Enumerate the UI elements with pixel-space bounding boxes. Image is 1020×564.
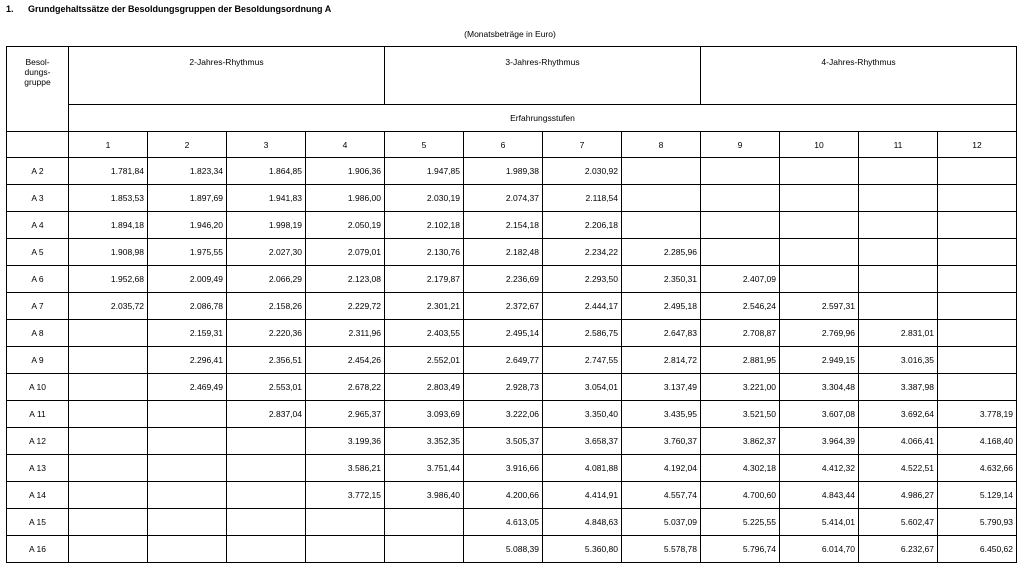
- salary-cell: 2.454,26: [306, 347, 385, 374]
- salary-cell: 3.222,06: [464, 401, 543, 428]
- salary-cell: 2.102,18: [385, 212, 464, 239]
- salary-cell: [69, 482, 148, 509]
- salary-cell: 1.781,84: [69, 158, 148, 185]
- salary-cell: 4.168,40: [938, 428, 1017, 455]
- salary-cell: [148, 482, 227, 509]
- salary-cell: 2.965,37: [306, 401, 385, 428]
- step-header-9: 9: [701, 132, 780, 158]
- experience-levels-header: Erfahrungsstufen: [69, 105, 1017, 132]
- salary-cell: [859, 293, 938, 320]
- group-header-line: Besol-: [25, 57, 50, 67]
- salary-cell: 4.986,27: [859, 482, 938, 509]
- rhythm-header-4-years: 4-Jahres-Rhythmus: [701, 47, 1017, 105]
- salary-cell: 1.894,18: [69, 212, 148, 239]
- salary-cell: 5.578,78: [622, 536, 701, 563]
- salary-cell: [780, 239, 859, 266]
- salary-cell: [69, 320, 148, 347]
- salary-cell: 2.236,69: [464, 266, 543, 293]
- salary-cell: 2.407,09: [701, 266, 780, 293]
- salary-cell: 4.412,32: [780, 455, 859, 482]
- pay-group-cell: A 10: [7, 374, 69, 401]
- salary-cell: 3.304,48: [780, 374, 859, 401]
- step-header-7: 7: [543, 132, 622, 158]
- table-row: [7, 185, 1017, 212]
- salary-cell: [938, 239, 1017, 266]
- salary-cell: 5.602,47: [859, 509, 938, 536]
- table-row: [7, 536, 1017, 563]
- pay-group-cell: A 4: [7, 212, 69, 239]
- salary-cell: 2.881,95: [701, 347, 780, 374]
- step-header-2: 2: [148, 132, 227, 158]
- salary-cell: 4.200,66: [464, 482, 543, 509]
- salary-cell: [227, 455, 306, 482]
- salary-cell: 4.557,74: [622, 482, 701, 509]
- salary-cell: 5.790,93: [938, 509, 1017, 536]
- rhythm-header-3-years: 3-Jahres-Rhythmus: [385, 47, 701, 105]
- salary-cell: 2.597,31: [780, 293, 859, 320]
- pay-group-cell: A 2: [7, 158, 69, 185]
- table-row: [7, 482, 1017, 509]
- salary-cell: 3.862,37: [701, 428, 780, 455]
- salary-cell: 2.708,87: [701, 320, 780, 347]
- pay-group-cell: A 7: [7, 293, 69, 320]
- salary-cell: 2.403,55: [385, 320, 464, 347]
- salary-cell: 2.803,49: [385, 374, 464, 401]
- salary-cell: [385, 536, 464, 563]
- section-number: 1.: [6, 4, 14, 14]
- salary-cell: 6.450,62: [938, 536, 1017, 563]
- salary-cell: 1.947,85: [385, 158, 464, 185]
- salary-cell: 2.030,92: [543, 158, 622, 185]
- salary-cell: 2.159,31: [148, 320, 227, 347]
- salary-cell: 2.553,01: [227, 374, 306, 401]
- salary-cell: [622, 158, 701, 185]
- salary-cell: [938, 212, 1017, 239]
- salary-cell: 3.387,98: [859, 374, 938, 401]
- salary-cell: 2.647,83: [622, 320, 701, 347]
- salary-cell: [859, 212, 938, 239]
- pay-group-cell: A 6: [7, 266, 69, 293]
- step-header-1: 1: [69, 132, 148, 158]
- rhythm-header-row: [7, 47, 1017, 105]
- experience-header-row: [7, 105, 1017, 132]
- salary-cell: 5.225,55: [701, 509, 780, 536]
- salary-cell: 2.586,75: [543, 320, 622, 347]
- salary-cell: 2.206,18: [543, 212, 622, 239]
- salary-cell: 3.350,40: [543, 401, 622, 428]
- salary-cell: [938, 185, 1017, 212]
- salary-cell: 2.229,72: [306, 293, 385, 320]
- salary-cell: 5.129,14: [938, 482, 1017, 509]
- salary-cell: 3.435,95: [622, 401, 701, 428]
- step-header-11: 11: [859, 132, 938, 158]
- salary-cell: 3.054,01: [543, 374, 622, 401]
- salary-cell: 4.414,91: [543, 482, 622, 509]
- salary-cell: 2.301,21: [385, 293, 464, 320]
- salary-cell: 5.360,80: [543, 536, 622, 563]
- step-header-empty: [7, 132, 69, 158]
- salary-cell: 3.916,66: [464, 455, 543, 482]
- pay-group-cell: A 14: [7, 482, 69, 509]
- pay-group-cell: A 15: [7, 509, 69, 536]
- salary-cell: 2.158,26: [227, 293, 306, 320]
- step-header-6: 6: [464, 132, 543, 158]
- salary-cell: [227, 509, 306, 536]
- salary-cell: 6.014,70: [780, 536, 859, 563]
- step-header-5: 5: [385, 132, 464, 158]
- table-row: [7, 455, 1017, 482]
- salary-cell: 2.179,87: [385, 266, 464, 293]
- salary-cell: [306, 509, 385, 536]
- salary-cell: 2.027,30: [227, 239, 306, 266]
- salary-cell: 1.906,36: [306, 158, 385, 185]
- group-header-line: dungs-: [24, 67, 51, 77]
- step-header-8: 8: [622, 132, 701, 158]
- salary-cell: 4.613,05: [464, 509, 543, 536]
- salary-cell: [622, 212, 701, 239]
- salary-cell: 2.220,36: [227, 320, 306, 347]
- salary-cell: 5.088,39: [464, 536, 543, 563]
- salary-cell: [859, 239, 938, 266]
- salary-cell: 5.414,01: [780, 509, 859, 536]
- salary-cell: 2.350,31: [622, 266, 701, 293]
- salary-cell: 2.831,01: [859, 320, 938, 347]
- salary-cell: 3.137,49: [622, 374, 701, 401]
- salary-cell: 3.093,69: [385, 401, 464, 428]
- salary-cell: 2.649,77: [464, 347, 543, 374]
- salary-cell: [148, 536, 227, 563]
- pay-group-cell: A 8: [7, 320, 69, 347]
- salary-cell: 2.074,37: [464, 185, 543, 212]
- salary-cell: 2.552,01: [385, 347, 464, 374]
- salary-cell: [148, 428, 227, 455]
- salary-cell: 2.469,49: [148, 374, 227, 401]
- salary-cell: [69, 509, 148, 536]
- salary-cell: 1.989,38: [464, 158, 543, 185]
- step-header-3: 3: [227, 132, 306, 158]
- step-header-12: 12: [938, 132, 1017, 158]
- pay-group-cell: A 13: [7, 455, 69, 482]
- salary-cell: 3.751,44: [385, 455, 464, 482]
- salary-cell: [385, 509, 464, 536]
- salary-cell: [227, 428, 306, 455]
- salary-cell: [859, 185, 938, 212]
- salary-cell: 2.495,18: [622, 293, 701, 320]
- salary-cell: 2.050,19: [306, 212, 385, 239]
- table-row: [7, 347, 1017, 374]
- salary-cell: 4.302,18: [701, 455, 780, 482]
- salary-cell: 1.897,69: [148, 185, 227, 212]
- salary-cell: 2.066,29: [227, 266, 306, 293]
- salary-cell: 4.081,88: [543, 455, 622, 482]
- salary-cell: [701, 185, 780, 212]
- salary-cell: [780, 185, 859, 212]
- salary-cell: [701, 239, 780, 266]
- table-row: [7, 401, 1017, 428]
- section-heading: [6, 4, 331, 14]
- table-row: [7, 509, 1017, 536]
- salary-cell: [148, 509, 227, 536]
- salary-cell: [227, 536, 306, 563]
- salary-cell: 3.352,35: [385, 428, 464, 455]
- salary-cell: 2.035,72: [69, 293, 148, 320]
- salary-cell: 4.192,04: [622, 455, 701, 482]
- salary-cell: 3.199,36: [306, 428, 385, 455]
- salary-cell: 2.086,78: [148, 293, 227, 320]
- salary-cell: 2.747,55: [543, 347, 622, 374]
- table-row: [7, 428, 1017, 455]
- salary-cell: 3.016,35: [859, 347, 938, 374]
- salary-cell: 2.123,08: [306, 266, 385, 293]
- salary-cell: 6.232,67: [859, 536, 938, 563]
- pay-group-cell: A 5: [7, 239, 69, 266]
- salary-cell: [938, 374, 1017, 401]
- salary-cell: 1.823,34: [148, 158, 227, 185]
- salary-cell: 2.311,96: [306, 320, 385, 347]
- salary-cell: [69, 401, 148, 428]
- salary-cell: 4.066,41: [859, 428, 938, 455]
- salary-cell: 4.843,44: [780, 482, 859, 509]
- salary-cell: 2.182,48: [464, 239, 543, 266]
- table-row: [7, 158, 1017, 185]
- table-row: [7, 293, 1017, 320]
- salary-cell: 1.941,83: [227, 185, 306, 212]
- salary-cell: 5.037,09: [622, 509, 701, 536]
- section-title: Grundgehaltssätze der Besoldungsgruppen der Besoldungsordnung A: [28, 4, 332, 14]
- salary-cell: 2.678,22: [306, 374, 385, 401]
- salary-cell: [859, 158, 938, 185]
- salary-cell: 2.296,41: [148, 347, 227, 374]
- salary-cell: [306, 536, 385, 563]
- pay-group-cell: A 9: [7, 347, 69, 374]
- table-row: [7, 212, 1017, 239]
- salary-cell: 2.009,49: [148, 266, 227, 293]
- pay-group-cell: A 11: [7, 401, 69, 428]
- pay-group-cell: A 3: [7, 185, 69, 212]
- salary-cell: 1.864,85: [227, 158, 306, 185]
- salary-cell: [622, 185, 701, 212]
- salary-cell: 1.853,53: [69, 185, 148, 212]
- table-row: [7, 266, 1017, 293]
- salary-cell: 3.778,19: [938, 401, 1017, 428]
- salary-cell: 2.928,73: [464, 374, 543, 401]
- salary-cell: 1.998,19: [227, 212, 306, 239]
- salary-cell: 3.692,64: [859, 401, 938, 428]
- salary-cell: [701, 212, 780, 239]
- salary-cell: [780, 212, 859, 239]
- salary-table: [6, 46, 1017, 563]
- salary-cell: 5.796,74: [701, 536, 780, 563]
- salary-cell: 2.769,96: [780, 320, 859, 347]
- step-header-row: [7, 132, 1017, 158]
- salary-cell: [938, 347, 1017, 374]
- salary-cell: 2.356,51: [227, 347, 306, 374]
- salary-cell: 2.234,22: [543, 239, 622, 266]
- salary-cell: 3.760,37: [622, 428, 701, 455]
- salary-cell: 2.293,50: [543, 266, 622, 293]
- table-subtitle: (Monatsbeträge in Euro): [464, 29, 556, 39]
- salary-cell: 4.522,51: [859, 455, 938, 482]
- salary-cell: 1.952,68: [69, 266, 148, 293]
- salary-cell: [938, 266, 1017, 293]
- salary-cell: [938, 158, 1017, 185]
- salary-cell: [69, 428, 148, 455]
- salary-cell: 2.837,04: [227, 401, 306, 428]
- salary-cell: [69, 455, 148, 482]
- pay-group-cell: A 16: [7, 536, 69, 563]
- salary-cell: [938, 320, 1017, 347]
- salary-cell: [859, 266, 938, 293]
- salary-cell: 2.372,67: [464, 293, 543, 320]
- salary-cell: 2.130,76: [385, 239, 464, 266]
- salary-cell: 3.607,08: [780, 401, 859, 428]
- rhythm-header-2-years: 2-Jahres-Rhythmus: [69, 47, 385, 105]
- salary-cell: [148, 401, 227, 428]
- table-row: [7, 320, 1017, 347]
- salary-cell: 3.964,39: [780, 428, 859, 455]
- salary-cell: 3.505,37: [464, 428, 543, 455]
- pay-group-cell: A 12: [7, 428, 69, 455]
- salary-cell: 1.975,55: [148, 239, 227, 266]
- salary-cell: 2.118,54: [543, 185, 622, 212]
- salary-cell: 2.079,01: [306, 239, 385, 266]
- salary-cell: [69, 347, 148, 374]
- salary-cell: 3.521,50: [701, 401, 780, 428]
- salary-cell: 3.586,21: [306, 455, 385, 482]
- salary-cell: [148, 455, 227, 482]
- step-header-10: 10: [780, 132, 859, 158]
- salary-cell: 3.772,15: [306, 482, 385, 509]
- salary-cell: 2.814,72: [622, 347, 701, 374]
- group-column-header: [7, 47, 69, 132]
- salary-cell: [69, 536, 148, 563]
- salary-cell: 2.546,24: [701, 293, 780, 320]
- group-header-line: gruppe: [24, 77, 51, 87]
- salary-cell: 2.030,19: [385, 185, 464, 212]
- salary-cell: 4.632,66: [938, 455, 1017, 482]
- salary-cell: 1.986,00: [306, 185, 385, 212]
- salary-cell: 2.444,17: [543, 293, 622, 320]
- salary-cell: 4.700,60: [701, 482, 780, 509]
- salary-cell: [701, 158, 780, 185]
- salary-cell: 1.908,98: [69, 239, 148, 266]
- salary-cell: [780, 266, 859, 293]
- salary-cell: 2.949,15: [780, 347, 859, 374]
- table-row: [7, 374, 1017, 401]
- salary-cell: 2.154,18: [464, 212, 543, 239]
- salary-cell: 3.658,37: [543, 428, 622, 455]
- salary-cell: [938, 293, 1017, 320]
- step-header-4: 4: [306, 132, 385, 158]
- salary-cell: 3.221,00: [701, 374, 780, 401]
- salary-cell: [69, 374, 148, 401]
- salary-cell: 3.986,40: [385, 482, 464, 509]
- salary-cell: 1.946,20: [148, 212, 227, 239]
- salary-cell: [227, 482, 306, 509]
- salary-cell: 2.285,96: [622, 239, 701, 266]
- salary-cell: 2.495,14: [464, 320, 543, 347]
- salary-cell: 4.848,63: [543, 509, 622, 536]
- table-row: [7, 239, 1017, 266]
- salary-cell: [780, 158, 859, 185]
